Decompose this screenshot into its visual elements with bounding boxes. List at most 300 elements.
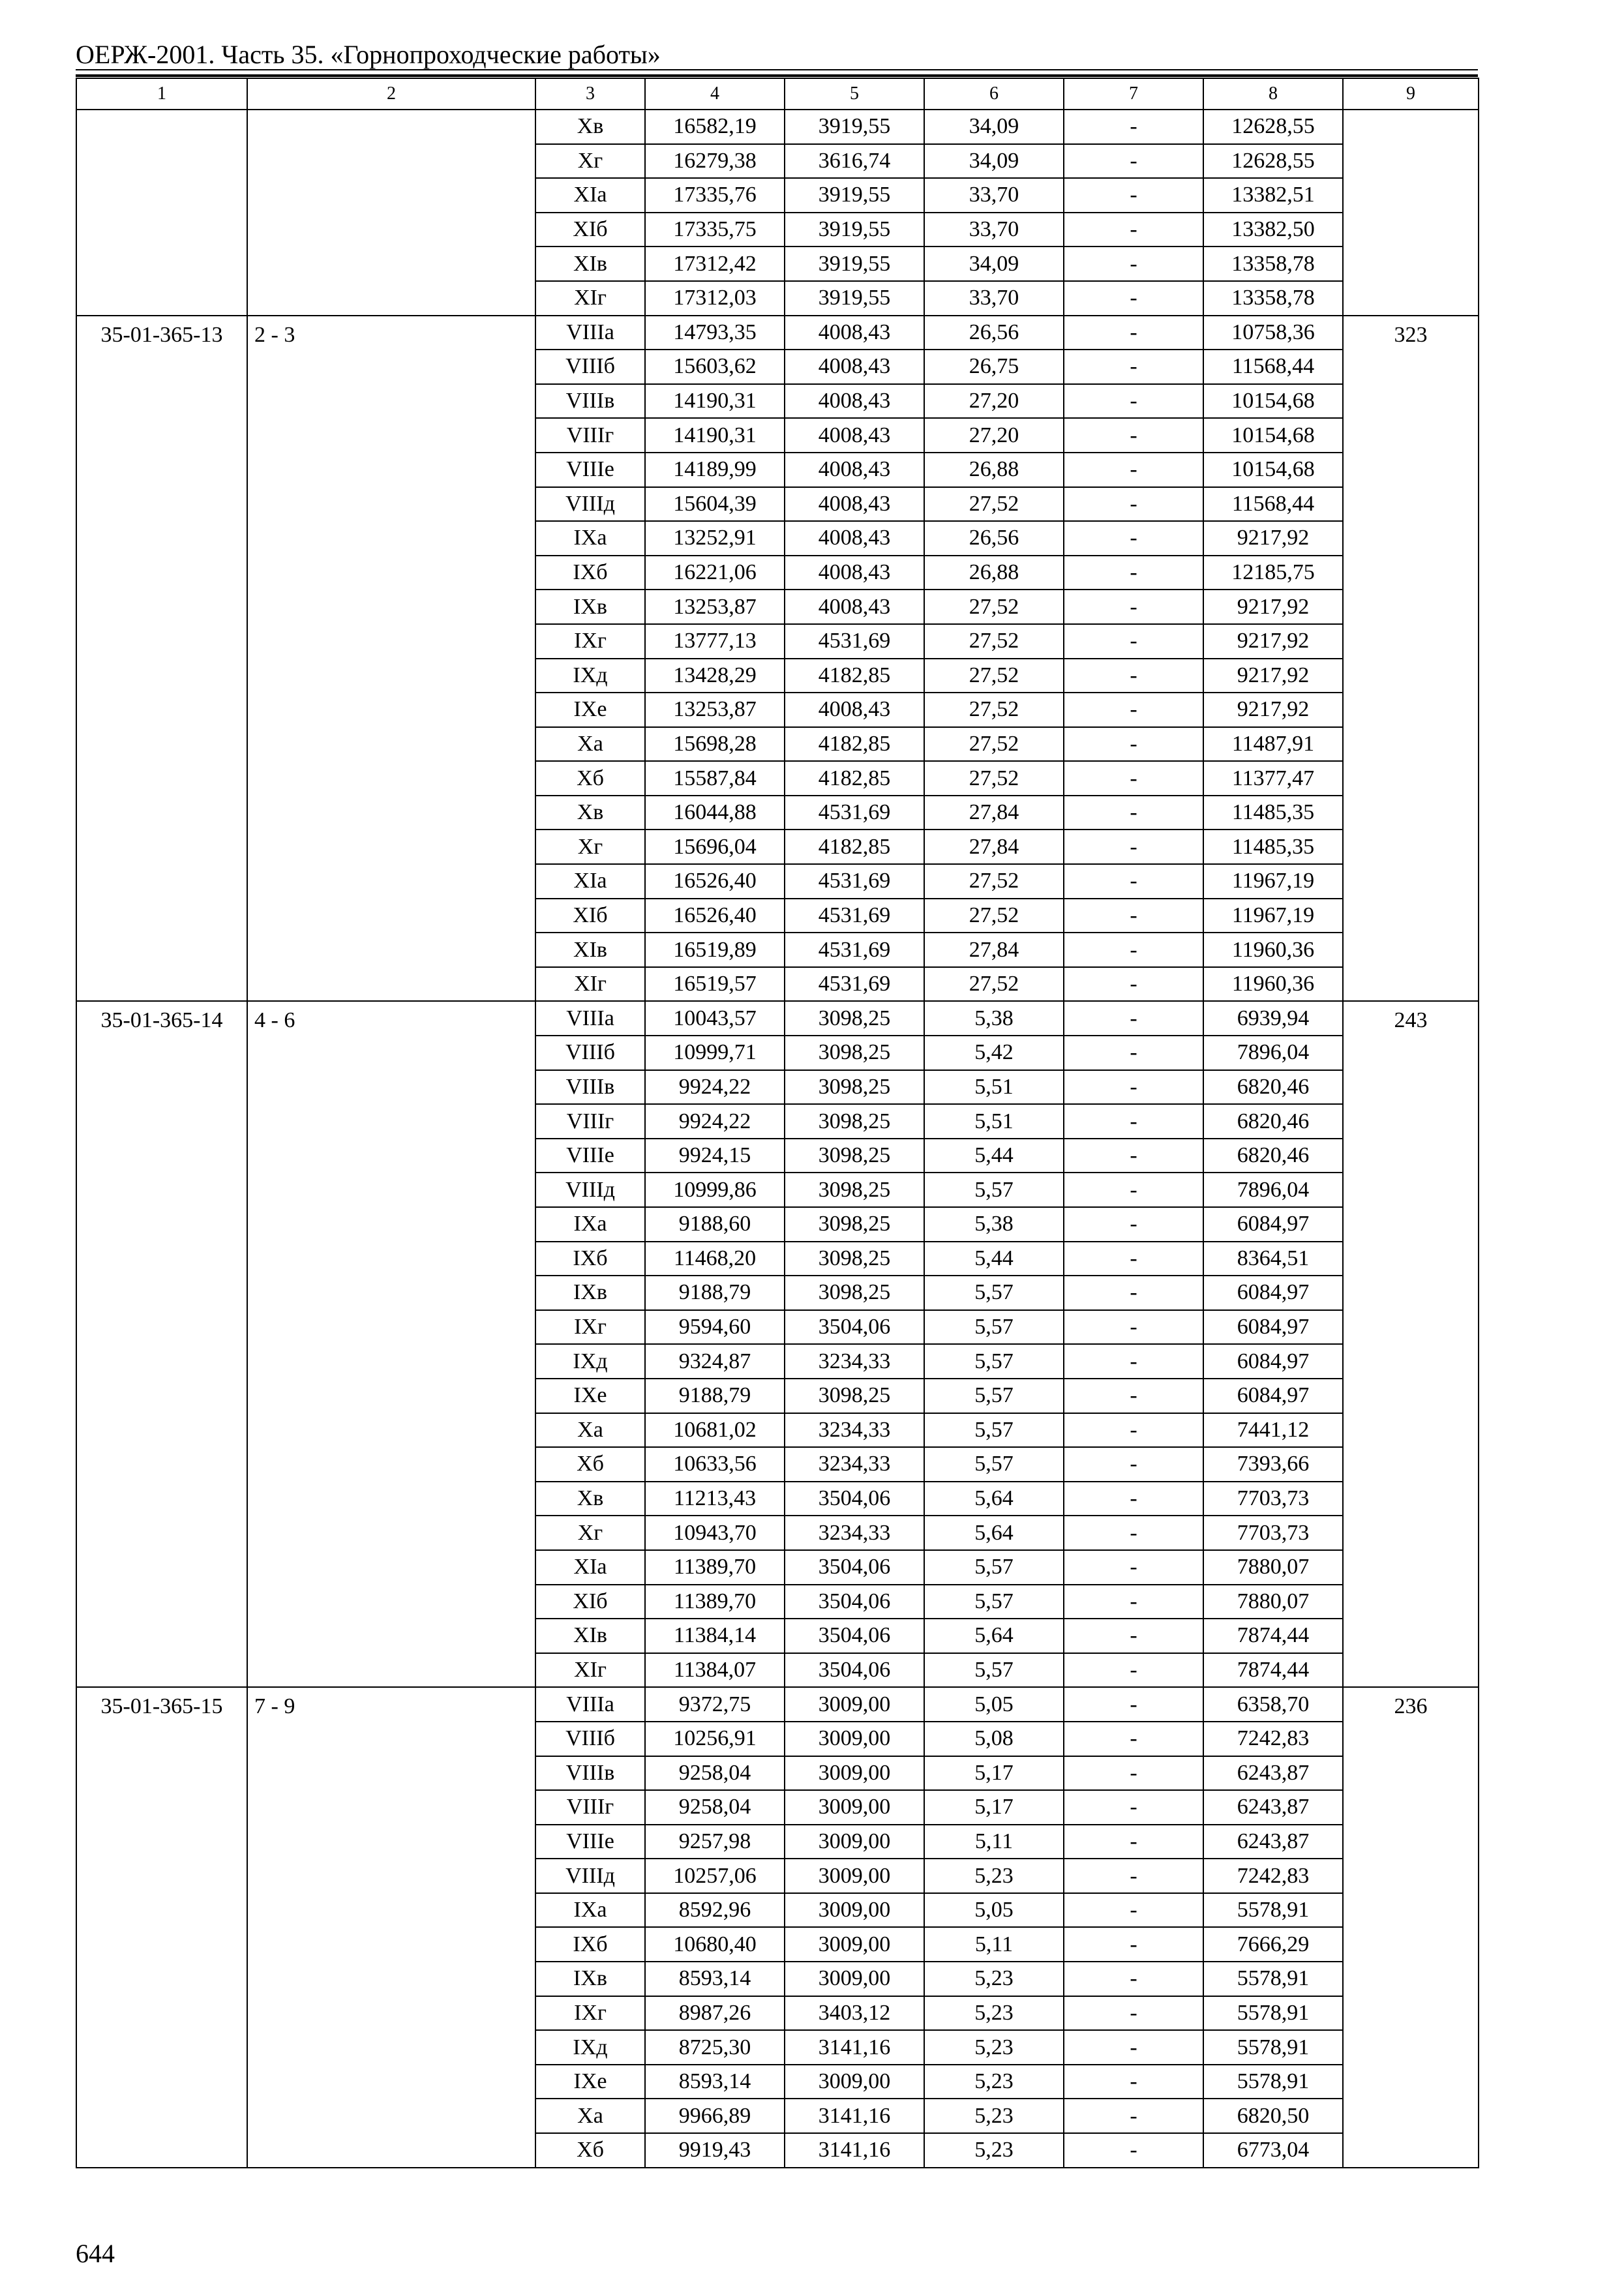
col-8-value: 6820,46 <box>1203 1070 1343 1105</box>
col-6-value: 5,23 <box>924 2133 1064 2168</box>
column-number-1: 1 <box>76 78 247 110</box>
col-3-class: VIIIд <box>535 487 645 522</box>
col-4-value: 14190,31 <box>645 418 785 453</box>
col-4-value: 9924,15 <box>645 1139 785 1173</box>
col-5-value: 4531,69 <box>785 933 924 967</box>
col-7-value: - <box>1064 659 1203 693</box>
col-4-value: 16279,38 <box>645 144 785 179</box>
col-8-value: 11377,47 <box>1203 761 1343 796</box>
rates-table-container <box>76 78 1478 2168</box>
col-4-value: 11389,70 <box>645 1585 785 1619</box>
col-5-value: 4531,69 <box>785 624 924 659</box>
column-number-9: 9 <box>1343 78 1479 110</box>
col-4-value: 10257,06 <box>645 1859 785 1893</box>
col-6-value: 33,70 <box>924 178 1064 213</box>
col-6-value: 27,52 <box>924 864 1064 899</box>
col-7-value: - <box>1064 1413 1203 1448</box>
col-7-value: - <box>1064 453 1203 487</box>
col-4-value: 13428,29 <box>645 659 785 693</box>
col-6-value: 5,05 <box>924 1893 1064 1928</box>
col-8-value: 9217,92 <box>1203 521 1343 556</box>
col-6-value: 5,57 <box>924 1173 1064 1207</box>
col-8-value: 6939,94 <box>1203 1001 1343 1036</box>
col-3-class: Хб <box>535 761 645 796</box>
header-row <box>76 78 1479 110</box>
col-7-value: - <box>1064 1516 1203 1550</box>
col-5-value: 4008,43 <box>785 693 924 727</box>
col-3-class: IХб <box>535 556 645 590</box>
col-8-value: 12185,75 <box>1203 556 1343 590</box>
col-7-value: - <box>1064 1139 1203 1173</box>
col-6-value: 5,57 <box>924 1413 1064 1448</box>
col-4-value: 16526,40 <box>645 864 785 899</box>
column-number-2: 2 <box>247 78 535 110</box>
col-3-class: IХд <box>535 1344 645 1379</box>
col-3-class: IХб <box>535 1242 645 1276</box>
col-7-value: - <box>1064 1927 1203 1962</box>
col-5-value: 3009,00 <box>785 1790 924 1825</box>
header-rule-thin <box>76 69 1478 70</box>
col-4-value: 16526,40 <box>645 899 785 933</box>
col-6-value: 26,56 <box>924 316 1064 350</box>
col-4-value: 15587,84 <box>645 761 785 796</box>
col-3-class: VIIIг <box>535 1104 645 1139</box>
rates-table-body <box>76 78 1479 2168</box>
col-6-value: 27,52 <box>924 727 1064 762</box>
col-3-class: IХе <box>535 1379 645 1413</box>
col-8-value: 7880,07 <box>1203 1585 1343 1619</box>
col-5-value: 3234,33 <box>785 1447 924 1482</box>
col-6-value: 5,38 <box>924 1001 1064 1036</box>
col-7-value: - <box>1064 2099 1203 2133</box>
col-5-value: 4008,43 <box>785 487 924 522</box>
col-8-value: 7242,83 <box>1203 1859 1343 1893</box>
col-6-value: 27,52 <box>924 590 1064 624</box>
col-7-value: - <box>1064 1104 1203 1139</box>
range-cell: 2 - 3 <box>247 316 535 1002</box>
col-6-value: 27,20 <box>924 418 1064 453</box>
col-7-value: - <box>1064 899 1203 933</box>
col-8-value: 6243,87 <box>1203 1756 1343 1791</box>
col-5-value: 3098,25 <box>785 1173 924 1207</box>
column-number-6: 6 <box>924 78 1064 110</box>
col-7-value: - <box>1064 556 1203 590</box>
col-3-class: Ха <box>535 727 645 762</box>
col-4-value: 10043,57 <box>645 1001 785 1036</box>
col-6-value: 27,84 <box>924 830 1064 864</box>
col-6-value: 5,44 <box>924 1139 1064 1173</box>
col-7-value: - <box>1064 1379 1203 1413</box>
col-6-value: 5,57 <box>924 1310 1064 1345</box>
col-5-value: 3009,00 <box>785 1893 924 1928</box>
col-8-value: 7874,44 <box>1203 1653 1343 1688</box>
col-5-value: 3009,00 <box>785 1962 924 1996</box>
col-5-value: 3098,25 <box>785 1242 924 1276</box>
col-5-value: 3504,06 <box>785 1619 924 1653</box>
col-6-value: 5,44 <box>924 1242 1064 1276</box>
col-8-value: 7896,04 <box>1203 1173 1343 1207</box>
col-3-class: VIIIа <box>535 1687 645 1722</box>
col-3-class: ХIв <box>535 1619 645 1653</box>
col-4-value: 11384,07 <box>645 1653 785 1688</box>
col9-cell: 243 <box>1343 1001 1479 1687</box>
col-4-value: 15698,28 <box>645 727 785 762</box>
col-4-value: 11389,70 <box>645 1550 785 1585</box>
col-7-value: - <box>1064 281 1203 316</box>
col-7-value: - <box>1064 247 1203 281</box>
col-8-value: 11960,36 <box>1203 967 1343 1002</box>
col-5-value: 4008,43 <box>785 316 924 350</box>
col-8-value: 10154,68 <box>1203 418 1343 453</box>
col-3-class: IХа <box>535 1893 645 1928</box>
col-5-value: 3009,00 <box>785 1825 924 1859</box>
col-7-value: - <box>1064 1482 1203 1516</box>
col-8-value: 9217,92 <box>1203 624 1343 659</box>
col-6-value: 5,23 <box>924 2030 1064 2065</box>
col-7-value: - <box>1064 1173 1203 1207</box>
col-8-value: 7703,73 <box>1203 1516 1343 1550</box>
col-8-value: 7666,29 <box>1203 1927 1343 1962</box>
col-4-value: 17312,03 <box>645 281 785 316</box>
range-cell: 7 - 9 <box>247 1687 535 2167</box>
col-8-value: 6358,70 <box>1203 1687 1343 1722</box>
col-8-value: 6820,46 <box>1203 1139 1343 1173</box>
col-5-value: 4182,85 <box>785 830 924 864</box>
col-6-value: 27,52 <box>924 693 1064 727</box>
col-7-value: - <box>1064 1207 1203 1242</box>
col-8-value: 6084,97 <box>1203 1344 1343 1379</box>
col-4-value: 17312,42 <box>645 247 785 281</box>
col-8-value: 12628,55 <box>1203 144 1343 179</box>
col-4-value: 13252,91 <box>645 521 785 556</box>
col-4-value: 10943,70 <box>645 1516 785 1550</box>
col-4-value: 9324,87 <box>645 1344 785 1379</box>
col-6-value: 26,88 <box>924 453 1064 487</box>
col-7-value: - <box>1064 864 1203 899</box>
col-7-value: - <box>1064 1653 1203 1688</box>
col9-cell: 236 <box>1343 1687 1479 2167</box>
col-4-value: 13777,13 <box>645 624 785 659</box>
col-5-value: 4531,69 <box>785 899 924 933</box>
col-3-class: Хб <box>535 2133 645 2168</box>
col-8-value: 10758,36 <box>1203 316 1343 350</box>
col-6-value: 27,52 <box>924 967 1064 1002</box>
col-3-class: Хг <box>535 1516 645 1550</box>
col-4-value: 10681,02 <box>645 1413 785 1448</box>
col-3-class: ХIг <box>535 281 645 316</box>
col-7-value: - <box>1064 1722 1203 1756</box>
table-row <box>76 110 1479 144</box>
col-3-class: ХIг <box>535 967 645 1002</box>
col-5-value: 3009,00 <box>785 1722 924 1756</box>
col-7-value: - <box>1064 761 1203 796</box>
col-6-value: 5,57 <box>924 1379 1064 1413</box>
col-6-value: 34,09 <box>924 110 1064 144</box>
col-8-value: 6084,97 <box>1203 1276 1343 1310</box>
col-7-value: - <box>1064 1001 1203 1036</box>
col-5-value: 3098,25 <box>785 1276 924 1310</box>
col-5-value: 3504,06 <box>785 1585 924 1619</box>
col-6-value: 5,64 <box>924 1516 1064 1550</box>
col-5-value: 3403,12 <box>785 1996 924 2031</box>
col-8-value: 11568,44 <box>1203 487 1343 522</box>
col-3-class: IХе <box>535 693 645 727</box>
col-4-value: 8987,26 <box>645 1996 785 2031</box>
col-7-value: - <box>1064 418 1203 453</box>
col-7-value: - <box>1064 693 1203 727</box>
col-7-value: - <box>1064 1550 1203 1585</box>
col-8-value: 13358,78 <box>1203 247 1343 281</box>
col-5-value: 3141,16 <box>785 2133 924 2168</box>
col-6-value: 5,23 <box>924 1859 1064 1893</box>
col-7-value: - <box>1064 1893 1203 1928</box>
col-8-value: 11485,35 <box>1203 830 1343 864</box>
col-4-value: 10680,40 <box>645 1927 785 1962</box>
col-7-value: - <box>1064 1036 1203 1070</box>
col-4-value: 9188,79 <box>645 1379 785 1413</box>
col-8-value: 13382,51 <box>1203 178 1343 213</box>
col-7-value: - <box>1064 1585 1203 1619</box>
col-4-value: 15603,62 <box>645 350 785 384</box>
col-5-value: 3098,25 <box>785 1139 924 1173</box>
col-4-value: 11384,14 <box>645 1619 785 1653</box>
col-7-value: - <box>1064 1310 1203 1345</box>
code-cell: 35-01-365-15 <box>76 1687 247 2167</box>
col-6-value: 5,57 <box>924 1653 1064 1688</box>
col-5-value: 3234,33 <box>785 1413 924 1448</box>
col-3-class: VIIIв <box>535 1756 645 1791</box>
col-7-value: - <box>1064 1242 1203 1276</box>
column-number-4: 4 <box>645 78 785 110</box>
col-7-value: - <box>1064 967 1203 1002</box>
col-5-value: 4531,69 <box>785 864 924 899</box>
col-5-value: 3234,33 <box>785 1516 924 1550</box>
col-6-value: 5,08 <box>924 1722 1064 1756</box>
col-5-value: 4008,43 <box>785 453 924 487</box>
col-7-value: - <box>1064 796 1203 830</box>
col-5-value: 3141,16 <box>785 2030 924 2065</box>
col-6-value: 26,56 <box>924 521 1064 556</box>
col-8-value: 6820,46 <box>1203 1104 1343 1139</box>
col-6-value: 5,57 <box>924 1447 1064 1482</box>
col-7-value: - <box>1064 1756 1203 1791</box>
col-4-value: 13253,87 <box>645 590 785 624</box>
range-cell: 4 - 6 <box>247 1001 535 1687</box>
col-8-value: 6084,97 <box>1203 1310 1343 1345</box>
col-3-class: IХе <box>535 2065 645 2099</box>
col-5-value: 4008,43 <box>785 384 924 419</box>
col-6-value: 34,09 <box>924 144 1064 179</box>
col-4-value: 10633,56 <box>645 1447 785 1482</box>
col-3-class: VIIIб <box>535 1722 645 1756</box>
col-6-value: 5,38 <box>924 1207 1064 1242</box>
col-8-value: 6084,97 <box>1203 1379 1343 1413</box>
col-3-class: ХIв <box>535 933 645 967</box>
col-5-value: 3098,25 <box>785 1379 924 1413</box>
col-5-value: 3234,33 <box>785 1344 924 1379</box>
col-7-value: - <box>1064 1825 1203 1859</box>
col-7-value: - <box>1064 624 1203 659</box>
col-8-value: 9217,92 <box>1203 659 1343 693</box>
col-4-value: 10256,91 <box>645 1722 785 1756</box>
col-7-value: - <box>1064 350 1203 384</box>
col-3-class: IХв <box>535 590 645 624</box>
col-8-value: 11568,44 <box>1203 350 1343 384</box>
col-3-class: ХIв <box>535 247 645 281</box>
col-4-value: 15696,04 <box>645 830 785 864</box>
col-8-value: 11485,35 <box>1203 796 1343 830</box>
col-6-value: 5,23 <box>924 1996 1064 2031</box>
col-8-value: 5578,91 <box>1203 1893 1343 1928</box>
col-8-value: 9217,92 <box>1203 693 1343 727</box>
col-5-value: 3919,55 <box>785 281 924 316</box>
col-4-value: 17335,75 <box>645 213 785 247</box>
col-6-value: 5,23 <box>924 2065 1064 2099</box>
col-3-class: VIIIв <box>535 384 645 419</box>
col-7-value: - <box>1064 590 1203 624</box>
col-8-value: 10154,68 <box>1203 384 1343 419</box>
col-7-value: - <box>1064 1070 1203 1105</box>
col-8-value: 8364,51 <box>1203 1242 1343 1276</box>
col-5-value: 3919,55 <box>785 247 924 281</box>
col-3-class: VIIIг <box>535 1790 645 1825</box>
col-6-value: 5,17 <box>924 1756 1064 1791</box>
col-7-value: - <box>1064 487 1203 522</box>
col-3-class: Хб <box>535 1447 645 1482</box>
col-8-value: 9217,92 <box>1203 590 1343 624</box>
col-6-value: 5,11 <box>924 1825 1064 1859</box>
col-5-value: 3009,00 <box>785 1927 924 1962</box>
col-4-value: 9188,79 <box>645 1276 785 1310</box>
col-4-value: 16519,89 <box>645 933 785 967</box>
col-7-value: - <box>1064 213 1203 247</box>
col-5-value: 4008,43 <box>785 350 924 384</box>
col-8-value: 13358,78 <box>1203 281 1343 316</box>
col-4-value: 9924,22 <box>645 1104 785 1139</box>
column-number-5: 5 <box>785 78 924 110</box>
col-4-value: 16519,57 <box>645 967 785 1002</box>
col-8-value: 10154,68 <box>1203 453 1343 487</box>
col-6-value: 27,52 <box>924 899 1064 933</box>
table-row <box>76 1001 1479 1036</box>
col-3-class: IХг <box>535 1996 645 2031</box>
page-title: ОЕРЖ-2001. Часть 35. «Горнопроходческие работы» <box>76 40 661 69</box>
col-6-value: 26,75 <box>924 350 1064 384</box>
col-4-value: 16044,88 <box>645 796 785 830</box>
col-5-value: 4531,69 <box>785 796 924 830</box>
col-7-value: - <box>1064 727 1203 762</box>
col-4-value: 9966,89 <box>645 2099 785 2133</box>
col-4-value: 10999,86 <box>645 1173 785 1207</box>
continued-code-cell <box>76 110 247 316</box>
col-5-value: 4008,43 <box>785 521 924 556</box>
col-6-value: 5,57 <box>924 1344 1064 1379</box>
col-6-value: 33,70 <box>924 213 1064 247</box>
col-5-value: 4182,85 <box>785 727 924 762</box>
code-cell: 35-01-365-13 <box>76 316 247 1002</box>
col-4-value: 9258,04 <box>645 1756 785 1791</box>
col-5-value: 3098,25 <box>785 1207 924 1242</box>
col-6-value: 5,64 <box>924 1482 1064 1516</box>
col-3-class: ХIа <box>535 864 645 899</box>
col-5-value: 3098,25 <box>785 1070 924 1105</box>
col-8-value: 6773,04 <box>1203 2133 1343 2168</box>
col-4-value: 8725,30 <box>645 2030 785 2065</box>
col-3-class: IХб <box>535 1927 645 1962</box>
col-7-value: - <box>1064 316 1203 350</box>
col-7-value: - <box>1064 1687 1203 1722</box>
col-7-value: - <box>1064 1619 1203 1653</box>
col-3-class: Хв <box>535 796 645 830</box>
col-3-class: IХг <box>535 624 645 659</box>
col-5-value: 3009,00 <box>785 2065 924 2099</box>
col-8-value: 5578,91 <box>1203 2030 1343 2065</box>
col-3-class: ХIб <box>535 1585 645 1619</box>
rates-table <box>76 78 1479 2168</box>
col-3-class: Хг <box>535 830 645 864</box>
col-4-value: 9257,98 <box>645 1825 785 1859</box>
col-3-class: VIIIв <box>535 1070 645 1105</box>
col-7-value: - <box>1064 1859 1203 1893</box>
col-8-value: 12628,55 <box>1203 110 1343 144</box>
col-8-value: 7393,66 <box>1203 1447 1343 1482</box>
col-3-class: ХIб <box>535 213 645 247</box>
col-3-class: VIIIа <box>535 1001 645 1036</box>
col-6-value: 27,52 <box>924 761 1064 796</box>
column-number-8: 8 <box>1203 78 1343 110</box>
col-8-value: 7896,04 <box>1203 1036 1343 1070</box>
col-4-value: 14189,99 <box>645 453 785 487</box>
col-6-value: 5,51 <box>924 1104 1064 1139</box>
col-8-value: 7441,12 <box>1203 1413 1343 1448</box>
col-3-class: ХIа <box>535 1550 645 1585</box>
col-4-value: 11213,43 <box>645 1482 785 1516</box>
col-5-value: 3009,00 <box>785 1687 924 1722</box>
col-3-class: Ха <box>535 1413 645 1448</box>
col-8-value: 6243,87 <box>1203 1825 1343 1859</box>
col-8-value: 11967,19 <box>1203 864 1343 899</box>
col-7-value: - <box>1064 178 1203 213</box>
col-3-class: VIIIг <box>535 418 645 453</box>
col-5-value: 3009,00 <box>785 1756 924 1791</box>
col-8-value: 11487,91 <box>1203 727 1343 762</box>
col-7-value: - <box>1064 1962 1203 1996</box>
col-7-value: - <box>1064 110 1203 144</box>
col-3-class: VIIIе <box>535 1825 645 1859</box>
col-4-value: 9372,75 <box>645 1687 785 1722</box>
col-8-value: 5578,91 <box>1203 1962 1343 1996</box>
col-6-value: 27,20 <box>924 384 1064 419</box>
col-4-value: 11468,20 <box>645 1242 785 1276</box>
col-8-value: 7880,07 <box>1203 1550 1343 1585</box>
col-4-value: 15604,39 <box>645 487 785 522</box>
column-number-3: 3 <box>535 78 645 110</box>
col-5-value: 3141,16 <box>785 2099 924 2133</box>
col-6-value: 33,70 <box>924 281 1064 316</box>
col-8-value: 7703,73 <box>1203 1482 1343 1516</box>
col-3-class: IХг <box>535 1310 645 1345</box>
col-4-value: 8593,14 <box>645 1962 785 1996</box>
col-8-value: 11967,19 <box>1203 899 1343 933</box>
col-5-value: 3919,55 <box>785 178 924 213</box>
col-8-value: 5578,91 <box>1203 2065 1343 2099</box>
col-3-class: Ха <box>535 2099 645 2133</box>
col-8-value: 11960,36 <box>1203 933 1343 967</box>
col-4-value: 9258,04 <box>645 1790 785 1825</box>
col-6-value: 5,05 <box>924 1687 1064 1722</box>
col-5-value: 4531,69 <box>785 967 924 1002</box>
col-6-value: 27,84 <box>924 796 1064 830</box>
